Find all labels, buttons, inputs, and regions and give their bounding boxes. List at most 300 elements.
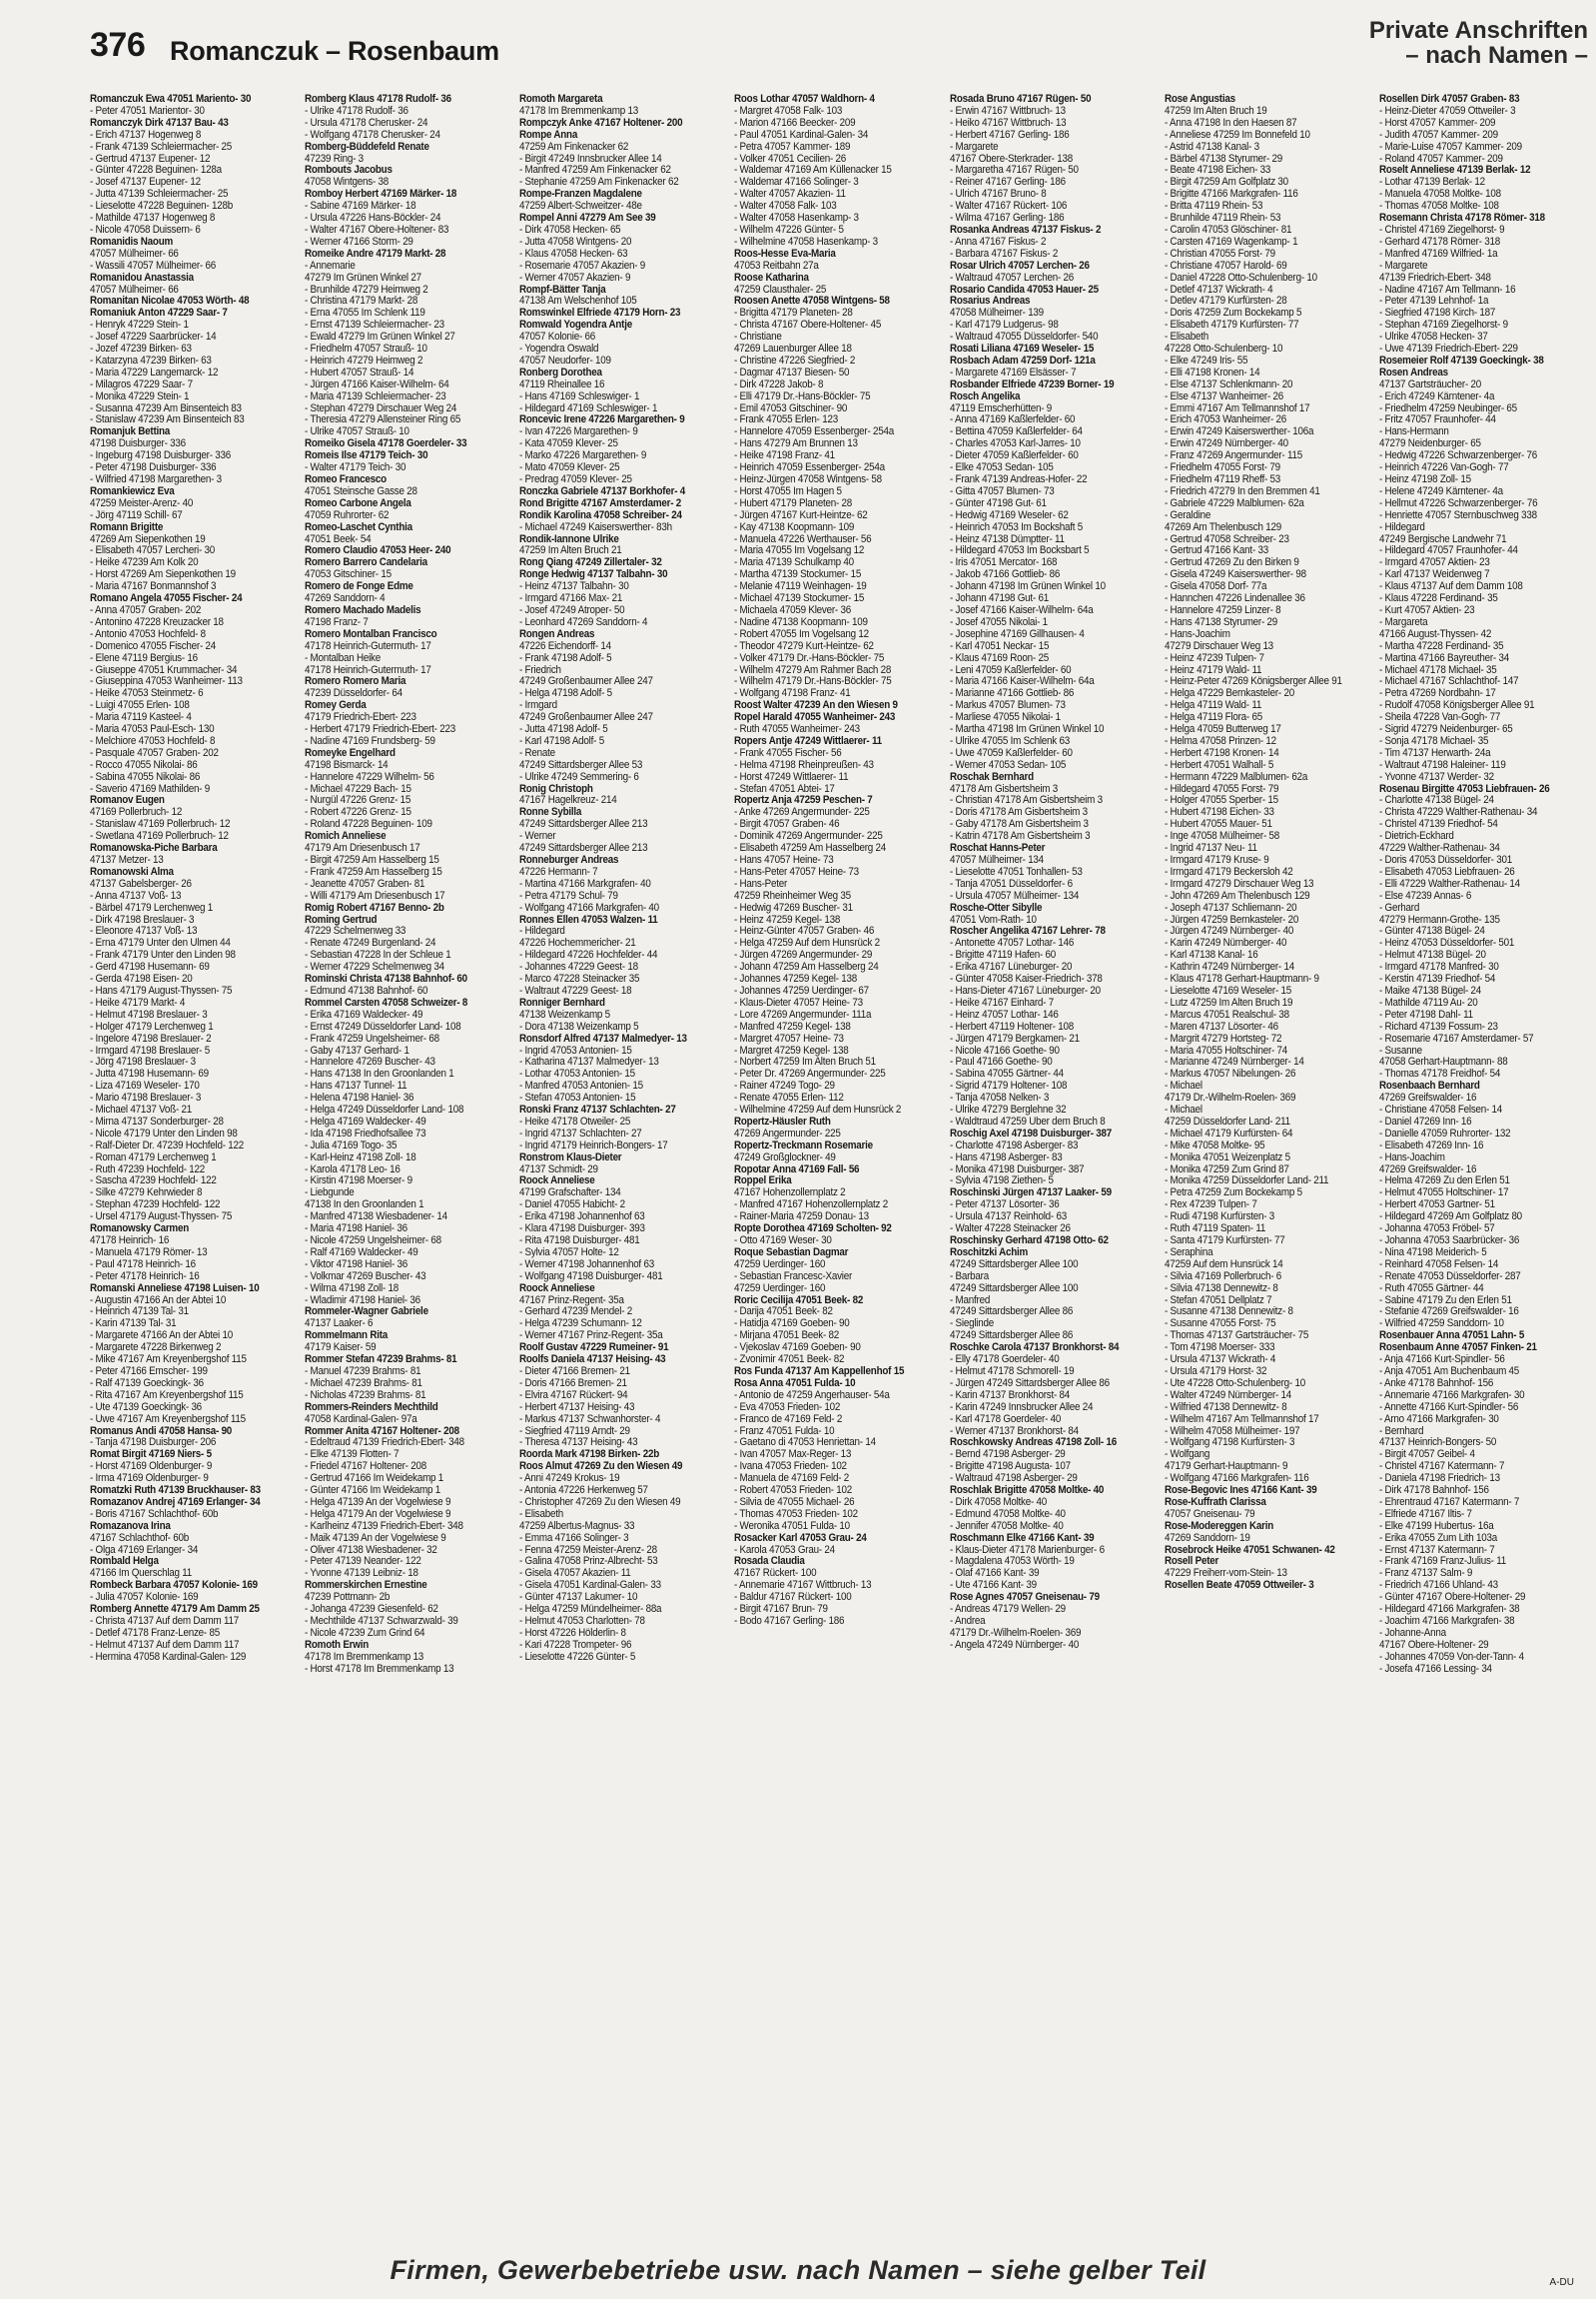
directory-entry: - Stefan 47053 Antonien- 15 [519, 1093, 636, 1105]
directory-entry: 47259 Albertus-Magnus- 33 [519, 1520, 635, 1532]
directory-entry: - Josef 47166 Kaiser-Wilhelm- 64a [949, 604, 1094, 616]
directory-entry: - Jürgen 47249 Nürnberger- 40 [1164, 926, 1293, 938]
directory-entry: - Manfred 47053 Antonien- 15 [519, 1081, 644, 1093]
directory-entry: 47259 Im Alten Bruch 21 [519, 545, 622, 557]
directory-entry: - Daniel 47269 Inn- 16 [1378, 1116, 1472, 1128]
directory-entry: - Walter 47228 Steinacker 26 [949, 1223, 1071, 1235]
directory-entry: - Ewald 47279 Im Grünen Winkel 27 [305, 332, 455, 344]
directory-entry: Romeis Ilse 47179 Teich- 30 [305, 450, 428, 462]
directory-entry: 47259 Meister-Arenz- 40 [90, 497, 194, 509]
directory-entry: Roppel Erika [734, 1175, 792, 1187]
directory-entry: - Monika 47259 Zum Grind 87 [1164, 1163, 1289, 1175]
directory-entry: - Charlotte 47198 Asberger- 83 [949, 1140, 1078, 1151]
directory-entry: 47259 Uerdinger- 160 [734, 1258, 826, 1270]
directory-entry: Romanus Andi 47058 Hansa- 90 [90, 1425, 233, 1437]
directory-entry: - Henryk 47229 Stein- 1 [90, 320, 189, 332]
directory-entry: - Josef 47229 Saarbrücker- 14 [90, 332, 217, 344]
directory-entry: - Thomas 47137 Gartsträucher- 75 [1164, 1330, 1308, 1342]
directory-entry: - Elly 47178 Goerdeler- 40 [949, 1354, 1060, 1366]
directory-entry: - Galina 47058 Prinz-Albrecht- 53 [519, 1556, 658, 1568]
directory-entry: - Milagros 47229 Saar- 7 [90, 379, 193, 390]
directory-entry: Romatzki Ruth 47139 Bruckhauser- 83 [90, 1485, 261, 1497]
directory-entry: - Marion 47166 Beecker- 209 [734, 117, 856, 129]
directory-entry: - Ulrike 47249 Semmering- 6 [519, 771, 639, 783]
directory-entry: 47178 Im Bremmenkamp 13 [305, 1651, 424, 1663]
directory-entry: - Nicole 47058 Duissern- 6 [90, 224, 201, 236]
directory-entry: - Ulrike 47057 Strauß- 10 [305, 426, 409, 438]
directory-entry: - Andrea [949, 1616, 985, 1627]
directory-entry: Rosanka Andreas 47137 Fiskus- 2 [949, 224, 1101, 236]
directory-entry: - Volker 47179 Dr.-Hans-Böckler- 75 [734, 652, 885, 664]
directory-entry: - Frank 47179 Unter den Linden 98 [90, 950, 236, 962]
directory-entry: - Josef 47055 Nikolai- 1 [949, 616, 1048, 628]
directory-entry: Romeo-Laschet Cynthia [305, 521, 413, 533]
directory-entry: Ropel Harald 47055 Wanheimer- 243 [734, 712, 896, 724]
directory-entry: - Fritz 47057 Fraunhofer- 44 [1378, 414, 1496, 426]
directory-entry: - Silvia de 47055 Michael- 26 [734, 1496, 855, 1508]
directory-entry: - Hildegard [519, 926, 565, 938]
directory-entry: Ronniger Bernhard [519, 997, 606, 1009]
directory-entry: - Uwe 47167 Am Kreyenbergshof 115 [90, 1413, 246, 1425]
directory-entry: Romanowski Alma [90, 866, 174, 878]
directory-entry: - Wassili 47057 Mülheimer- 66 [90, 260, 216, 272]
directory-entry: Rombald Helga [90, 1556, 159, 1568]
directory-entry: 47269 Am Siepenkothen 19 [90, 533, 206, 545]
directory-entry: - Ivana 47053 Frieden- 102 [734, 1461, 848, 1473]
directory-entry: 47051 Steinsche Gasse 28 [305, 485, 417, 497]
directory-entry: 47269 Sanddorn- 4 [305, 593, 386, 605]
directory-entry: - Günter 47138 Bügel- 24 [1378, 926, 1485, 938]
directory-entry: - Henriette 47057 Sternbuschweg 338 [1378, 509, 1537, 521]
directory-entry: - Helma 47269 Zu den Erlen 51 [1378, 1175, 1510, 1187]
directory-entry: - Birgit 47057 Geibel- 4 [1378, 1449, 1475, 1461]
directory-entry: 47057 Mülheimer- 66 [90, 248, 179, 260]
directory-entry: - Irmgard 47198 Breslauer- 5 [90, 1045, 210, 1057]
directory-entry: - Dirk 47058 Hecken- 65 [519, 224, 621, 236]
directory-entry: - Elli 47229 Walther-Rathenau- 14 [1378, 878, 1520, 890]
directory-entry: - Manuel 47239 Brahms- 81 [305, 1365, 421, 1377]
directory-entry: - Holger 47179 Lerchenweg 1 [90, 1021, 214, 1033]
directory-entry: - Detlef 47137 Wickrath- 4 [1164, 284, 1273, 296]
directory-entry: 47167 Prinz-Regent- 35a [519, 1294, 625, 1306]
directory-entry: - Wolfgang 47178 Cherusker- 24 [305, 129, 440, 141]
directory-entry: 47051 Beek- 54 [305, 533, 372, 545]
directory-entry: - Baldur 47167 Rückert- 100 [734, 1592, 852, 1604]
directory-entry: - Hans-Joachim [1164, 628, 1230, 640]
directory-entry: - Heinz-Dieter 47059 Ottweiler- 3 [1378, 105, 1516, 117]
directory-entry: - Christine 47226 Siegfried- 2 [734, 355, 856, 367]
directory-entry: - Peter 47198 Duisburger- 336 [90, 462, 217, 474]
directory-entry: - Edeltraud 47139 Friedrich-Ebert- 348 [305, 1437, 464, 1449]
directory-entry: - Heinz-Jürgen 47058 Wintgens- 58 [734, 474, 883, 485]
directory-entry: Rosen Andreas [1378, 367, 1448, 379]
directory-entry: - Johannes 47229 Geest- 18 [519, 962, 639, 974]
directory-entry: - Hans 47137 Tunnel- 11 [305, 1081, 407, 1093]
directory-entry: - Frank 47139 Andreas-Hofer- 22 [949, 474, 1087, 485]
directory-entry: - Katarzyna 47239 Birken- 63 [90, 355, 212, 367]
directory-entry: - Hannchen 47226 Lindenallee 36 [1164, 593, 1305, 605]
directory-entry: - Hans-Dieter 47167 Lüneburger- 20 [949, 985, 1101, 997]
directory-entry: - Werner 47053 Sedan- 105 [949, 759, 1066, 771]
directory-entry: Ronig Christoph [519, 783, 593, 795]
directory-entry: - Waltraut 47198 Haleiner- 119 [1378, 759, 1506, 771]
directory-column [1379, 94, 1588, 2161]
directory-entry: - Elke 47053 Sedan- 105 [949, 462, 1054, 474]
directory-entry: - Hannelore 47259 Linzer- 8 [1164, 604, 1281, 616]
directory-entry: - Hans-Peter [734, 878, 788, 890]
directory-entry: - Silvia 47138 Dennewitz- 8 [1164, 1282, 1278, 1294]
directory-entry: - Susanne [1378, 1045, 1422, 1057]
directory-entry: - Margret 47259 Kegel- 138 [734, 1045, 849, 1057]
directory-entry: - Andreas 47179 Wellen- 29 [949, 1604, 1066, 1616]
directory-entry: Roos-Hesse Eva-Maria [734, 248, 837, 260]
directory-entry: - Helmut 47198 Breslauer- 3 [90, 1009, 208, 1021]
directory-entry: - Elisabeth 47259 Am Hasselberg 24 [734, 843, 887, 855]
directory-entry: - Ida 47198 Friedhofsallee 73 [305, 1128, 426, 1140]
directory-entry: - Ruth 47055 Wanheimer- 243 [734, 724, 861, 736]
directory-entry: Romberg Klaus 47178 Rudolf- 36 [305, 94, 452, 105]
directory-entry: - Hannelore 47229 Wilhelm- 56 [305, 771, 434, 783]
directory-entry: Romwald Yogendra Antje [519, 320, 633, 332]
directory-entry: - Margret 47057 Heine- 73 [734, 1033, 845, 1045]
directory-entry: - Helga 47239 Schumann- 12 [519, 1318, 642, 1330]
directory-entry: 47249 Sittardsberger Allee 100 [949, 1282, 1078, 1294]
directory-entry: - Heiko 47167 Wittbruch- 13 [949, 117, 1066, 129]
directory-entry: - Anna 47198 In den Haesen 87 [1164, 117, 1297, 129]
directory-entry: - Sigrid 47179 Holtener- 108 [949, 1081, 1067, 1093]
directory-entry: Romanidou Anastassia [90, 272, 194, 284]
directory-entry: - Christel 47169 Ziegelhorst- 9 [1378, 224, 1505, 236]
directory-entry: - Michael 47139 Stockumer- 15 [734, 593, 865, 605]
directory-entry: 47259 Auf dem Hunsrück 14 [1164, 1258, 1283, 1270]
directory-entry: Ropte Dorothea 47169 Scholten- 92 [734, 1223, 893, 1235]
directory-entry: 47198 Franz- 7 [305, 616, 369, 628]
directory-entry: - Robert 47226 Grenz- 15 [305, 807, 411, 819]
directory-entry: - Marliese 47055 Nikolai- 1 [949, 712, 1061, 724]
directory-entry: Rosati Liliana 47169 Weseler- 15 [949, 344, 1094, 356]
directory-entry: - Christel 47167 Katermann- 7 [1378, 1461, 1505, 1473]
directory-entry: - Susanne 47055 Forst- 75 [1164, 1318, 1276, 1330]
directory-entry: 47058 Kardinal-Galen- 97a [305, 1413, 417, 1425]
directory-entry: - Siegfried 47198 Kirch- 187 [1378, 308, 1496, 320]
directory-entry: - Anja 47166 Kurt-Spindler- 56 [1378, 1354, 1505, 1366]
directory-entry: - Walter 47167 Rückert- 106 [949, 201, 1067, 213]
directory-entry: - Waltraud 47057 Lerchen- 26 [949, 272, 1074, 284]
directory-entry: Rommeler-Wagner Gabriele [305, 1306, 428, 1318]
directory-entry: - Annemarie [305, 260, 356, 272]
directory-entry: - Ulrike 47058 Hecken- 37 [1378, 332, 1488, 344]
directory-entry: 47058 Wintgens- 38 [305, 177, 390, 189]
directory-entry: - Karl 47179 Ludgerus- 98 [949, 320, 1059, 332]
directory-entry: - John 47269 Am Thelenbusch 129 [1164, 890, 1310, 902]
directory-entry: - Paul 47178 Heinrich- 16 [90, 1258, 196, 1270]
directory-entry: - Ute 47228 Otto-Schulenberg- 10 [1164, 1377, 1305, 1389]
directory-entry: - Elfriede 47167 Iltis- 7 [1378, 1508, 1472, 1520]
directory-entry: - Karl 47178 Goerdeler- 40 [949, 1413, 1061, 1425]
directory-entry: - Rosemarie 47057 Akazien- 9 [519, 260, 646, 272]
section-title-line-2: – nach Namen – [1405, 42, 1588, 69]
directory-entry: Roos Lothar 47057 Waldhorn- 4 [734, 94, 876, 105]
directory-entry: - Maike 47138 Bügel- 24 [1378, 985, 1481, 997]
directory-entry: - Doris 47178 Am Gisbertsheim 3 [949, 807, 1088, 819]
directory-entry: Romero de Fonge Edme [305, 581, 413, 593]
directory-entry: - Hans 47138 In den Groonlanden 1 [305, 1069, 454, 1081]
directory-entry: Rond Brigitte 47167 Amsterdamer- 2 [519, 497, 682, 509]
directory-entry: 47179 Dr.-Wilhelm-Roelen- 369 [949, 1627, 1081, 1639]
directory-entry: Romanitan Nicolae 47053 Wörth- 48 [90, 296, 250, 308]
page-range-title: Romanczuk – Rosenbaum [170, 36, 499, 66]
directory-entry: - Elisabeth 47053 Liebfrauen- 26 [1378, 866, 1515, 878]
directory-entry: - Maria 47055 Im Vogelsang 12 [734, 545, 865, 557]
directory-entry: - Rudi 47198 Kurfürsten- 3 [1164, 1211, 1274, 1223]
directory-entry: - Margrit 47279 Hortsteg- 72 [1164, 1033, 1281, 1045]
directory-entry: Rosell Peter [1164, 1556, 1218, 1568]
directory-entry: - Martha 47228 Ferdinand- 35 [1378, 640, 1504, 652]
directory-entry: - Paul 47051 Kardinal-Galen- 34 [734, 129, 869, 141]
directory-entry: Roosen Anette 47058 Wintgens- 58 [734, 296, 891, 308]
directory-entry: - Else 47137 Wanheimer- 26 [1164, 390, 1283, 402]
directory-entry: - Heike 47178 Otweiler- 25 [519, 1116, 631, 1128]
directory-entry: - Peter 47139 Lehnhof- 1a [1378, 296, 1489, 308]
directory-entry: - Klaus 47169 Roon- 25 [949, 652, 1049, 664]
directory-entry: - Robert 47055 Im Vogelsang 12 [734, 628, 870, 640]
directory-entry: 47228 Otto-Schulenberg- 10 [1164, 344, 1283, 356]
directory-entry: - Brigitte 47119 Hafen- 60 [949, 950, 1056, 962]
directory-entry: 47119 Rheinallee 16 [519, 379, 605, 390]
directory-entry: 47178 Heinrich-Gutermuth- 17 [305, 664, 431, 676]
directory-entry: - Karin 47249 Innsbrucker Allee 24 [949, 1401, 1093, 1413]
directory-entry: - Michael 47179 Kurfürsten- 64 [1164, 1128, 1292, 1140]
directory-entry: - Karl 47137 Weidenweg 7 [1378, 569, 1490, 581]
directory-entry: Romero Barrero Candelaria [305, 557, 428, 569]
directory-entry: - Ursula 47178 Cherusker- 24 [305, 117, 428, 129]
directory-entry: - Manuela 47179 Römer- 13 [90, 1246, 208, 1258]
directory-entry: - Daniel 47228 Otto-Schulenberg- 10 [1164, 272, 1317, 284]
directory-entry: - Marianne 47166 Gottlieb- 86 [949, 688, 1074, 700]
directory-entry: - Helene 47249 Kärntener- 4a [1378, 485, 1503, 497]
directory-entry: - Kirstin 47198 Moerser- 9 [305, 1175, 412, 1187]
directory-entry: - Emma 47166 Solinger- 3 [519, 1532, 629, 1544]
directory-entry: - Lothar 47139 Berlak- 12 [1378, 177, 1485, 189]
directory-entry: Romaniuk Anton 47229 Saar- 7 [90, 308, 228, 320]
directory-entry: - Helmut 47137 Auf dem Damm 117 [90, 1639, 240, 1651]
directory-entry: Rombeck Barbara 47057 Kolonie- 169 [90, 1580, 258, 1592]
directory-entry: - Franz 47137 Salm- 9 [1378, 1568, 1472, 1580]
directory-entry: 47249 Großenbaumer Allee 247 [519, 712, 653, 724]
directory-entry: - Werner 47167 Prinz-Regent- 35a [519, 1330, 663, 1342]
directory-entry: - Hans 47138 Styrumer- 29 [1164, 616, 1277, 628]
directory-entry: - Petra 47057 Kammer- 189 [734, 141, 851, 153]
directory-entry: - Michael 47167 Schlachthof- 147 [1378, 676, 1519, 688]
directory-entry: 47179 Friedrich-Ebert- 223 [305, 712, 416, 724]
directory-entry: - Lieselotte 47051 Tonhallen- 53 [949, 866, 1083, 878]
directory-entry: Rosenbaach Bernhard [1378, 1081, 1480, 1093]
directory-entry: - Christiane 47058 Felsen- 14 [1378, 1105, 1502, 1117]
directory-entry: - Helga 47179 An der Vogelwiese 9 [305, 1508, 451, 1520]
directory-entry: - Elisabeth [519, 1508, 564, 1520]
directory-entry: Rommers-Reinders Mechthild [305, 1401, 438, 1413]
directory-entry: 47249 Bergische Landwehr 71 [1378, 533, 1507, 545]
directory-entry: 47057 Gneisenau- 79 [1164, 1508, 1255, 1520]
directory-entry: - Josef 47137 Eupener- 12 [90, 177, 201, 189]
directory-entry: Romanski Anneliese 47198 Luisen- 10 [90, 1282, 260, 1294]
directory-entry: - Martina 47166 Bayreuther- 34 [1378, 652, 1509, 664]
directory-entry: - Marko 47226 Margarethen- 9 [519, 450, 647, 462]
directory-entry: - Erna 47179 Unter den Ulmen 44 [90, 938, 231, 950]
directory-entry: - Danielle 47059 Ruhrorter- 132 [1378, 1128, 1511, 1140]
directory-entry: Romswinkel Elfriede 47179 Horn- 23 [519, 308, 681, 320]
directory-entry: Romberg-Büddefeld Renate [305, 141, 429, 153]
directory-entry: - Johanne-Anna [1378, 1627, 1446, 1639]
directory-entry: - Irmgard [519, 700, 558, 712]
directory-entry: - Vjekoslav 47169 Goeben- 90 [734, 1342, 862, 1354]
directory-entry: - Hubert 47057 Strauß- 14 [305, 367, 414, 379]
directory-entry: - Wilhelm 47279 Am Rahmer Bach 28 [734, 664, 892, 676]
directory-entry: - Rainer 47249 Togo- 29 [734, 1081, 836, 1093]
directory-entry: - Weronika 47051 Fulda- 10 [734, 1520, 851, 1532]
directory-entry: - Charlotte 47138 Bügel- 24 [1378, 795, 1494, 807]
directory-entry: - Johannes 47259 Kegel- 138 [734, 974, 858, 986]
directory-entry: - Emmi 47167 Am Tellmannshof 17 [1164, 402, 1310, 414]
directory-entry: - Günter 47167 Obere-Holtener- 29 [1378, 1592, 1526, 1604]
directory-entry: - Hatidja 47169 Goeben- 90 [734, 1318, 850, 1330]
directory-entry: Roschlak Brigitte 47058 Moltke- 40 [949, 1485, 1104, 1497]
directory-entry: Rompe Anna [519, 129, 578, 141]
directory-entry: - Anna 47169 Kaßlerfelder- 60 [949, 414, 1075, 426]
directory-entry: - Wolfgang [1164, 1449, 1209, 1461]
directory-entry: - Kathrin 47249 Nürnberger- 14 [1164, 962, 1294, 974]
directory-entry: - Josefa 47166 Lessing- 34 [1378, 1663, 1492, 1675]
directory-entry: - Domenico 47055 Fischer- 24 [90, 640, 217, 652]
directory-entry: Romanowsky Carmen [90, 1223, 189, 1235]
directory-entry: Ronneburger Andreas [519, 855, 619, 866]
directory-entry: - Helga 47059 Butterweg 17 [1164, 724, 1281, 736]
directory-entry: - Santa 47179 Kurfürsten- 77 [1164, 1235, 1285, 1246]
directory-entry: - Ralf-Dieter Dr. 47239 Hochfeld- 122 [90, 1140, 245, 1151]
directory-entry: - Hans-Hermann [1378, 426, 1449, 438]
directory-entry: - Elli 47179 Dr.-Hans-Böckler- 75 [734, 390, 871, 402]
directory-entry: 47167 Obere-Holtener- 29 [1378, 1639, 1489, 1651]
directory-entry: - Dieter 47166 Bremen- 21 [519, 1365, 631, 1377]
directory-entry: - Viktor 47198 Haniel- 36 [305, 1258, 408, 1270]
directory-entry: - Antonio de 47259 Angerhauser- 54a [734, 1389, 891, 1401]
directory-entry: 47058 Gerhart-Hauptmann- 88 [1378, 1057, 1508, 1069]
section-title [1369, 18, 1588, 68]
directory-entry: - Dirk 47178 Bahnhof- 156 [1378, 1485, 1489, 1497]
directory-column [90, 94, 299, 2161]
directory-entry: - Maria 47053 Paul-Esch- 130 [90, 724, 215, 736]
directory-entry: - Rex 47239 Tulpen- 7 [1164, 1199, 1257, 1211]
directory-entry: Romano Angela 47055 Fischer- 24 [90, 593, 243, 605]
directory-entry: - Horst 47057 Kammer- 209 [1378, 117, 1496, 129]
directory-entry: 47166 Im Querschlag 11 [90, 1568, 193, 1580]
directory-entry: - Melchiore 47053 Hochfeld- 8 [90, 735, 216, 747]
directory-entry: Romich Anneliese [305, 831, 387, 843]
directory-entry: - Gerhard 47178 Römer- 318 [1378, 236, 1500, 248]
directory-entry: - Saverio 47169 Mathilden- 9 [90, 783, 211, 795]
directory-entry: - Dieter 47059 Kaßlerfelder- 60 [949, 450, 1079, 462]
directory-entry: - Elli 47198 Kronen- 14 [1164, 367, 1260, 379]
directory-entry: 47249 Sittardsberger Allee 53 [519, 759, 643, 771]
directory-entry: - Herbert 47198 Kronen- 14 [1164, 747, 1279, 759]
directory-entry: - Frank 47139 Schleiermacher- 25 [90, 141, 233, 153]
directory-entry: - Giuseppe 47051 Krummacher- 34 [90, 664, 238, 676]
directory-entry: - Irmgard 47279 Dirschauer Weg 13 [1164, 878, 1314, 890]
directory-entry: Ronstrom Klaus-Dieter [519, 1151, 622, 1163]
directory-entry: - Antonino 47228 Kreuzacker 18 [90, 616, 224, 628]
directory-entry: - Ingelore 47198 Breslauer- 2 [90, 1033, 212, 1045]
directory-entry: - Katharina 47137 Malmedyer- 13 [519, 1057, 659, 1069]
directory-entry: - Nurgül 47226 Grenz- 15 [305, 795, 411, 807]
directory-entry: - Arno 47166 Markgrafen- 30 [1378, 1413, 1499, 1425]
directory-entry: - Giuseppina 47053 Wanheimer- 113 [90, 676, 243, 688]
directory-entry: 47259 Im Alten Bruch 19 [1164, 105, 1267, 117]
footer-banner: Firmen, Gewerbebetriebe usw. nach Namen – siehe gelber Teil [390, 2255, 1206, 2285]
directory-entry: - Gaby 47178 Am Gisbertsheim 3 [949, 819, 1089, 831]
directory-entry: Roscher Angelika 47167 Lehrer- 78 [949, 926, 1106, 938]
directory-entry: - Hermina 47058 Kardinal-Galen- 129 [90, 1651, 247, 1663]
directory-entry: - Yvonne 47139 Leibniz- 18 [305, 1568, 418, 1580]
directory-entry: - Heinrich 47226 Van-Gogh- 77 [1378, 462, 1509, 474]
directory-entry: - Irmgard 47179 Kruse- 9 [1164, 855, 1269, 866]
directory-entry: - Helena 47198 Haniel- 36 [305, 1093, 414, 1105]
directory-entry: - Wilfried 47259 Sanddorn- 10 [1378, 1318, 1504, 1330]
directory-entry: - Stefan 47051 Dellplatz 7 [1164, 1294, 1272, 1306]
directory-entry: - Gisela 47057 Akazien- 11 [519, 1568, 631, 1580]
directory-entry: - Gitta 47057 Blumen- 73 [949, 485, 1055, 497]
directory-entry: - Thomas 47053 Frieden- 102 [734, 1508, 859, 1520]
directory-entry: - Tim 47137 Herwarth- 24a [1378, 747, 1491, 759]
directory-entry: Rosa Anna 47051 Fulda- 10 [734, 1377, 856, 1389]
directory-entry: - Elke 47139 Flotten- 7 [305, 1449, 399, 1461]
directory-entry: - Hannelore 47269 Buscher- 43 [305, 1057, 435, 1069]
directory-entry: - Hedwig 47169 Weseler- 62 [949, 509, 1069, 521]
directory-entry: - Angela 47249 Nürnberger- 40 [949, 1639, 1079, 1651]
directory-entry: - Heinz-Günter 47057 Graben- 46 [734, 926, 875, 938]
directory-entry: - Marianne 47249 Nürnberger- 14 [1164, 1057, 1304, 1069]
directory-entry: - Peter 47178 Heinrich- 16 [90, 1270, 200, 1282]
directory-entry: - Gertrud 47058 Schreiber- 23 [1164, 533, 1289, 545]
directory-entry: - Petra 47269 Nordbahn- 17 [1378, 688, 1496, 700]
directory-entry: - Petra 47179 Schul- 79 [519, 890, 619, 902]
directory-entry: Rompf-Bätter Tanja [519, 284, 606, 296]
directory-entry: - Markus 47137 Schwanhorster- 4 [519, 1413, 661, 1425]
directory-entry: - Friedhelm 47055 Forst- 79 [1164, 462, 1280, 474]
directory-entry: 47279 Hermann-Grothe- 135 [1378, 914, 1500, 926]
directory-entry: Rosch Angelika [949, 390, 1020, 402]
directory-entry: Romig Robert 47167 Benno- 2b [305, 902, 444, 914]
directory-entry: - Erika 47198 Johannenhof 63 [519, 1211, 645, 1223]
directory-entry: - Hans 47057 Heine- 73 [734, 855, 834, 866]
directory-entry: - Maria 47119 Kasteel- 4 [90, 712, 192, 724]
directory-entry: - Elene 47119 Bergius- 16 [90, 652, 198, 664]
directory-entry: - Waltraut 47229 Geest- 18 [519, 985, 632, 997]
directory-entry: - Eva 47053 Frieden- 102 [734, 1401, 841, 1413]
directory-entry: - Sebastian 47228 In der Schleue 1 [305, 950, 451, 962]
directory-entry: 47259 Uerdinger- 160 [734, 1282, 826, 1294]
directory-entry: - Christa 47137 Auf dem Damm 117 [90, 1616, 240, 1627]
directory-entry: - Peter Dr. 47269 Angermunder- 225 [734, 1069, 886, 1081]
directory-entry: Rosacker Karl 47053 Grau- 24 [734, 1532, 868, 1544]
directory-entry: - Herbert 47051 Walhall- 5 [1164, 759, 1273, 771]
directory-entry: - Hans-Joachim [1378, 1151, 1445, 1163]
directory-entry: - Erich 47249 Kärntener- 4a [1378, 390, 1495, 402]
directory-entry: - Ulrich 47167 Bruno- 8 [949, 189, 1047, 201]
directory-entry: 47179 Gerhart-Hauptmann- 9 [1164, 1461, 1287, 1473]
directory-entry: 47057 Neudorfer- 109 [519, 355, 612, 367]
directory-entry: - Helmut 47138 Bügel- 20 [1378, 950, 1486, 962]
directory-entry: - Herbert 47167 Gerling- 186 [949, 129, 1070, 141]
